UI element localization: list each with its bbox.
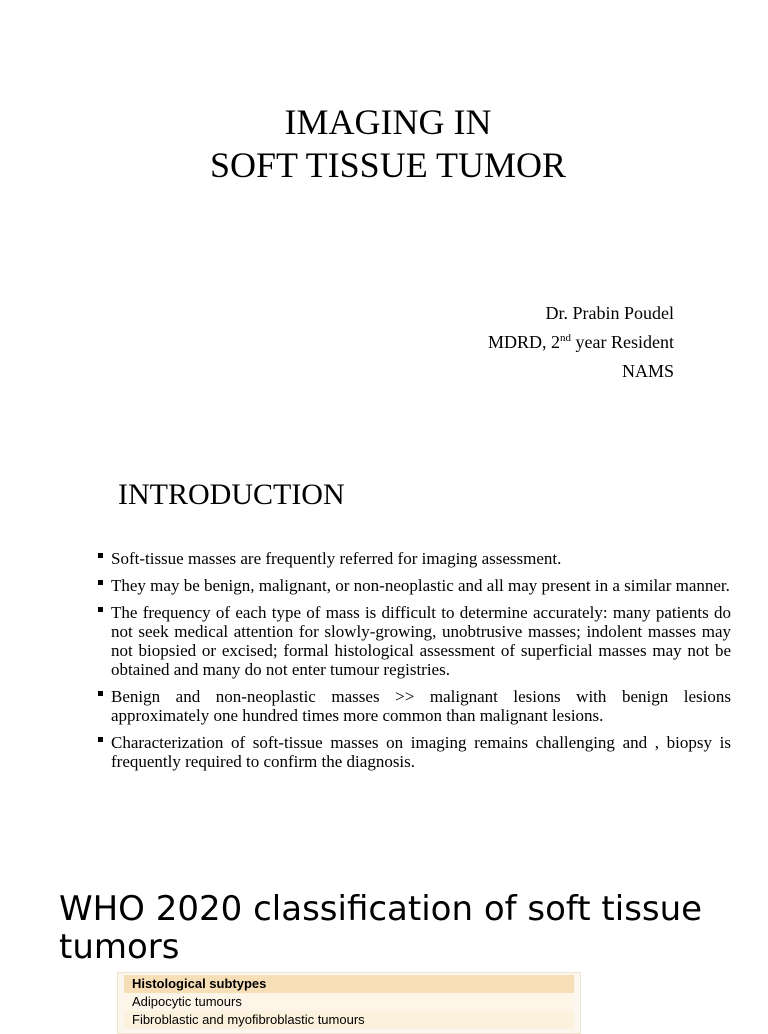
role-prefix: MDRD, 2 xyxy=(488,332,561,352)
bullet-text: Characterization of soft-tissue masses on imaging remains challenging and , biopsy is frequently required to confirm the diagnosis. xyxy=(111,733,731,771)
section-heading: INTRODUCTION xyxy=(118,478,345,511)
bullet-text: The frequency of each type of mass is difficult to determine accurately: many patients do not seek medical attention for slowly-growing, unobtrusive masses; indolent masses may not biopsied or excised; formal histological assessment of superficial masses may not be obtained and many do not enter tumour registries. xyxy=(111,603,731,679)
bullet-item xyxy=(93,733,731,771)
author-block xyxy=(488,299,674,386)
bullet-icon xyxy=(98,691,103,696)
bullet-text: They may be benign, malignant, or non-neoplastic and all may present in a similar manner. xyxy=(111,576,730,595)
table-row: Adipocytic tumours xyxy=(124,993,574,1011)
role-suffix: year Resident xyxy=(571,332,674,352)
bullet-text: Soft-tissue masses are frequently referred for imaging assessment. xyxy=(111,549,562,568)
role-superscript: nd xyxy=(560,332,572,344)
bullet-text: Benign and non-neoplastic masses >> malignant lesions with benign lesions approximately one hundred times more common than malignant lesions. xyxy=(111,687,731,725)
bullet-item xyxy=(93,687,731,725)
author-role xyxy=(488,328,674,357)
bullet-item xyxy=(93,576,731,595)
bullet-icon xyxy=(98,737,103,742)
bullet-item xyxy=(93,603,731,679)
classification-table xyxy=(117,972,581,1034)
institution: NAMS xyxy=(621,361,674,381)
title-slide xyxy=(0,0,768,430)
slide-title: WHO 2020 classification of soft tissue tumors xyxy=(59,889,703,967)
who-classification-slide xyxy=(0,830,768,1027)
bullet-icon xyxy=(98,580,103,585)
table-header: Histological subtypes xyxy=(124,975,574,993)
bullet-list xyxy=(93,549,731,779)
bullet-icon xyxy=(98,553,103,558)
bullet-item xyxy=(93,549,731,568)
author-name: Dr. Prabin Poudel xyxy=(545,303,674,323)
introduction-slide xyxy=(0,430,768,830)
table-row: Fibroblastic and myofibroblastic tumours xyxy=(124,1011,574,1029)
slide-title-line-1: IMAGING IN xyxy=(284,102,492,142)
bullet-icon xyxy=(98,607,103,612)
slide-title-line-2: SOFT TISSUE TUMOR xyxy=(209,145,567,185)
